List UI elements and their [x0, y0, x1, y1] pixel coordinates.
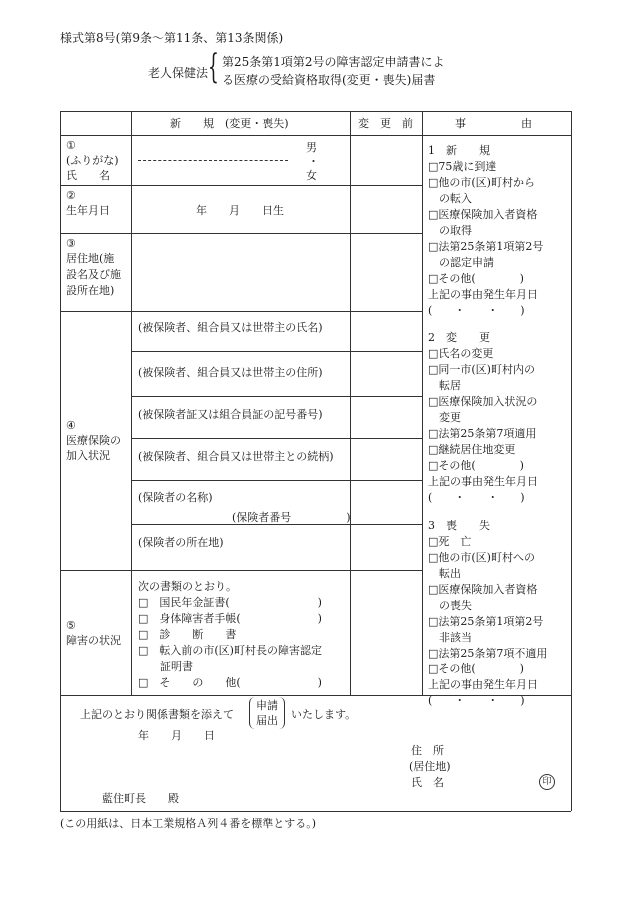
reason-item[interactable]: □同一市(区)町村内の: [428, 363, 535, 376]
sex-male[interactable]: 男: [306, 141, 317, 154]
reason-item: ( ・ ・ ): [428, 304, 525, 317]
row1-number: ①: [66, 139, 76, 152]
reason-item: ( ・ ・ ): [428, 491, 525, 504]
residence-label: (居住地): [409, 760, 451, 773]
row3-number: ③: [66, 237, 76, 250]
reason-item[interactable]: □他の市(区)町村から: [428, 176, 535, 189]
row4-label-line1: 医療保険の: [66, 434, 121, 447]
birthdate-field[interactable]: 年 月 日生: [196, 204, 284, 217]
reason-item[interactable]: □法第25条第1項第2号: [428, 615, 544, 628]
reason-item: の取得: [428, 224, 472, 237]
reason-item: 上記の事由発生年月日: [428, 475, 538, 488]
row3-label-line2: 設名及び施: [66, 268, 121, 281]
insurance-card-number-field[interactable]: (被保険者証又は組合員証の記号番号): [138, 408, 323, 421]
applicant-name-label: 氏 名: [411, 776, 444, 789]
doc-disability-handbook[interactable]: □ 身体障害者手帳( ): [138, 612, 322, 625]
doc-other[interactable]: □ そ の 他( ): [138, 676, 322, 689]
reason-item[interactable]: □継続居住地変更: [428, 443, 516, 456]
reason-item[interactable]: □他の市(区)町村への: [428, 551, 535, 564]
form-title-line1: 第25条第1項第2号の障害認定申請書によ: [222, 55, 445, 69]
form-number: 様式第8号(第9条～第11条、第13条関係): [60, 31, 284, 45]
reason-item: 非該当: [428, 631, 472, 644]
form-title-line2: る医療の受給資格取得(変更・喪失)届書: [222, 73, 436, 87]
reason-item[interactable]: □75歳に到達: [428, 160, 497, 173]
reason-item[interactable]: □法第25条第1項第2号: [428, 240, 544, 253]
reason-item: の転入: [428, 192, 472, 205]
address-label: 住 所: [411, 744, 444, 757]
row1-name-label: 氏 名: [66, 169, 110, 182]
submit-text-pre: 上記のとおり関係書類を添えて: [80, 708, 234, 721]
insurer-name-field[interactable]: (保険者の名称): [138, 491, 213, 504]
mayor-addressee: 藍住町長 殿: [102, 792, 179, 805]
row2-birthdate-label: 生年月日: [66, 204, 110, 217]
reason-item: 変更: [428, 411, 461, 424]
paper-size-note: (この用紙は、日本工業規格Ａ列４番を標準とする。): [60, 817, 317, 830]
reason-item[interactable]: □法第25条第7項適用: [428, 427, 537, 440]
row5-number: ⑤: [66, 619, 76, 632]
row4-number: ④: [66, 419, 76, 432]
reason-item[interactable]: □医療保険加入者資格: [428, 583, 538, 596]
reason-item: の認定申請: [428, 256, 494, 269]
sex-female[interactable]: 女: [306, 169, 317, 182]
doc-medical-certificate[interactable]: □ 診 断 書: [138, 628, 237, 641]
row5-label: 障害の状況: [66, 634, 121, 647]
reason-item: 1 新 規: [428, 144, 490, 157]
row3-label-line1: 居住地(施: [66, 252, 115, 265]
reason-item: 3 喪 失: [428, 519, 490, 532]
submit-text-post: いたします。: [291, 708, 357, 721]
reason-item[interactable]: □死 亡: [428, 535, 472, 548]
insurer-address-field[interactable]: (保険者の所在地): [138, 536, 224, 549]
insured-name-field[interactable]: (被保険者、組合員又は世帯主の氏名): [138, 321, 323, 334]
insurer-number-field[interactable]: (保険者番号 ): [232, 511, 351, 524]
submit-option-notify[interactable]: 届出: [256, 714, 278, 727]
reason-item[interactable]: □その他( ): [428, 459, 524, 472]
reason-item: ( ・ ・ ): [428, 694, 525, 707]
reason-item[interactable]: □その他( ): [428, 272, 524, 285]
row4-label-line2: 加入状況: [66, 449, 110, 462]
reason-item: 2 変 更: [428, 331, 490, 344]
reason-item[interactable]: □氏名の変更: [428, 347, 494, 360]
reason-item: 転出: [428, 567, 461, 580]
submission-date[interactable]: 年 月 日: [138, 729, 215, 742]
relationship-field[interactable]: (被保険者、組合員又は世帯主との続柄): [138, 450, 334, 463]
sex-dot: ・: [308, 155, 319, 168]
insured-address-field[interactable]: (被保険者、組合員又は世帯主の住所): [138, 366, 323, 379]
doc-prior-municipality-cert[interactable]: □ 転入前の市(区)町村長の障害認定: [138, 644, 322, 657]
row1-furigana-label: (ふりがな): [66, 154, 119, 167]
reason-item: 上記の事由発生年月日: [428, 678, 538, 691]
row2-number: ②: [66, 189, 76, 202]
reason-item[interactable]: □法第25条第7項不適用: [428, 647, 548, 660]
reason-item[interactable]: □医療保険加入者資格: [428, 208, 538, 221]
title-brace: {: [208, 47, 219, 87]
seal-mark: 印: [539, 774, 555, 790]
col-header-reason: 事 由: [455, 117, 532, 130]
col-header-previous: 変 更 前: [358, 117, 413, 130]
row3-label-line3: 設所在地): [66, 284, 115, 297]
reason-item: 転居: [428, 379, 461, 392]
reason-item: 上記の事由発生年月日: [428, 288, 538, 301]
submit-option-apply[interactable]: 申請: [256, 699, 278, 712]
doc-prior-municipality-cert-cont: 証明書: [138, 660, 193, 673]
furigana-dashed-line: [138, 160, 288, 161]
doc-pension-certificate[interactable]: □ 国民年金証書( ): [138, 596, 322, 609]
documents-intro: 次の書類のとおり。: [138, 580, 237, 593]
reason-item: の喪失: [428, 599, 472, 612]
reason-item[interactable]: □その他( ): [428, 662, 524, 675]
reason-item[interactable]: □医療保険加入状況の: [428, 395, 538, 408]
col-header-new: 新 規 (変更・喪失): [170, 117, 289, 130]
law-name: 老人保健法: [148, 66, 209, 80]
